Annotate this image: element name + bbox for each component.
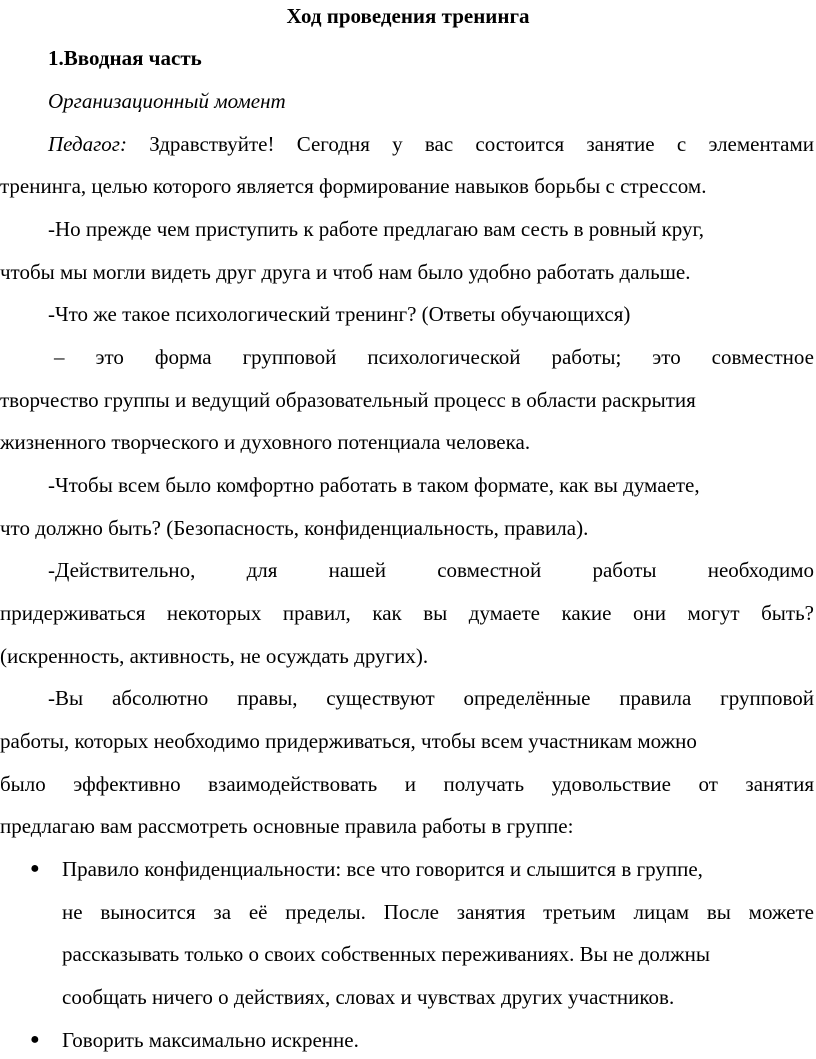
paragraph-line: жизненного творческого и духовного потенциала человека.: [0, 430, 531, 454]
list-item-line: рассказывать только о своих собственных переживаниях. Вы не должны: [62, 942, 710, 966]
paragraph-line: творчество группы и ведущий образовательный процесс в области раскрытия: [0, 388, 696, 412]
paragraph-line: (искренность, активность, не осуждать других).: [0, 644, 429, 668]
paragraph-line: что должно быть? (Безопасность, конфиденциальность, правила).: [0, 516, 589, 540]
list-item-line: Говорить максимально искренне.: [62, 1028, 359, 1052]
paragraph-line: работы, которых необходимо придерживаться, чтобы всем участникам можно: [0, 729, 697, 753]
paragraph-line: чтобы мы могли видеть друг друга и чтоб нам было удобно работать дальше.: [0, 260, 691, 284]
paragraph-line: предлагаю вам рассмотреть основные правила работы в группе:: [0, 814, 574, 838]
paragraph-line: -Действительно, для нашей совместной работы необходимо: [48, 558, 814, 582]
list-item-line: сообщать ничего о действиях, словах и чувствах других участников.: [62, 985, 675, 1009]
bullet-icon: ●: [30, 860, 40, 877]
paragraph-line: – это форма групповой психологической работы; это совместное: [54, 345, 814, 369]
paragraph-line: придерживаться некоторых правил, как вы думаете какие они могут быть?: [0, 601, 814, 625]
section-heading: 1.Вводная часть: [48, 46, 202, 70]
paragraph-line: -Что же такое психологический тренинг? (Ответы обучающихся): [48, 302, 631, 326]
paragraph-line: тренинга, целью которого является формирование навыков борьбы с стрессом.: [0, 174, 707, 198]
bullet-icon: ●: [30, 1031, 40, 1048]
subsection-heading: Организационный момент: [48, 89, 286, 113]
paragraph-line: -Вы абсолютно правы, существуют определённые правила групповой: [48, 686, 814, 710]
speaker-label: Педагог:: [48, 132, 127, 156]
paragraph-text: Здравствуйте! Сегодня у вас состоится занятие с элементами: [149, 132, 815, 156]
paragraph-line: [48, 130, 814, 158]
list-item-line: не выносится за её пределы. После занятия третьим лицам вы можете: [62, 900, 814, 924]
paragraph-line: -Но прежде чем приступить к работе предлагаю вам сесть в ровный круг,: [48, 217, 704, 241]
page-title: Ход проведения тренинга: [286, 4, 530, 28]
list-item-line: Правило конфиденциальности: все что говорится и слышится в группе,: [62, 857, 703, 881]
paragraph-line: было эффективно взаимодействовать и получать удовольствие от занятия: [0, 772, 814, 796]
paragraph-line: -Чтобы всем было комфортно работать в таком формате, как вы думаете,: [48, 473, 700, 497]
